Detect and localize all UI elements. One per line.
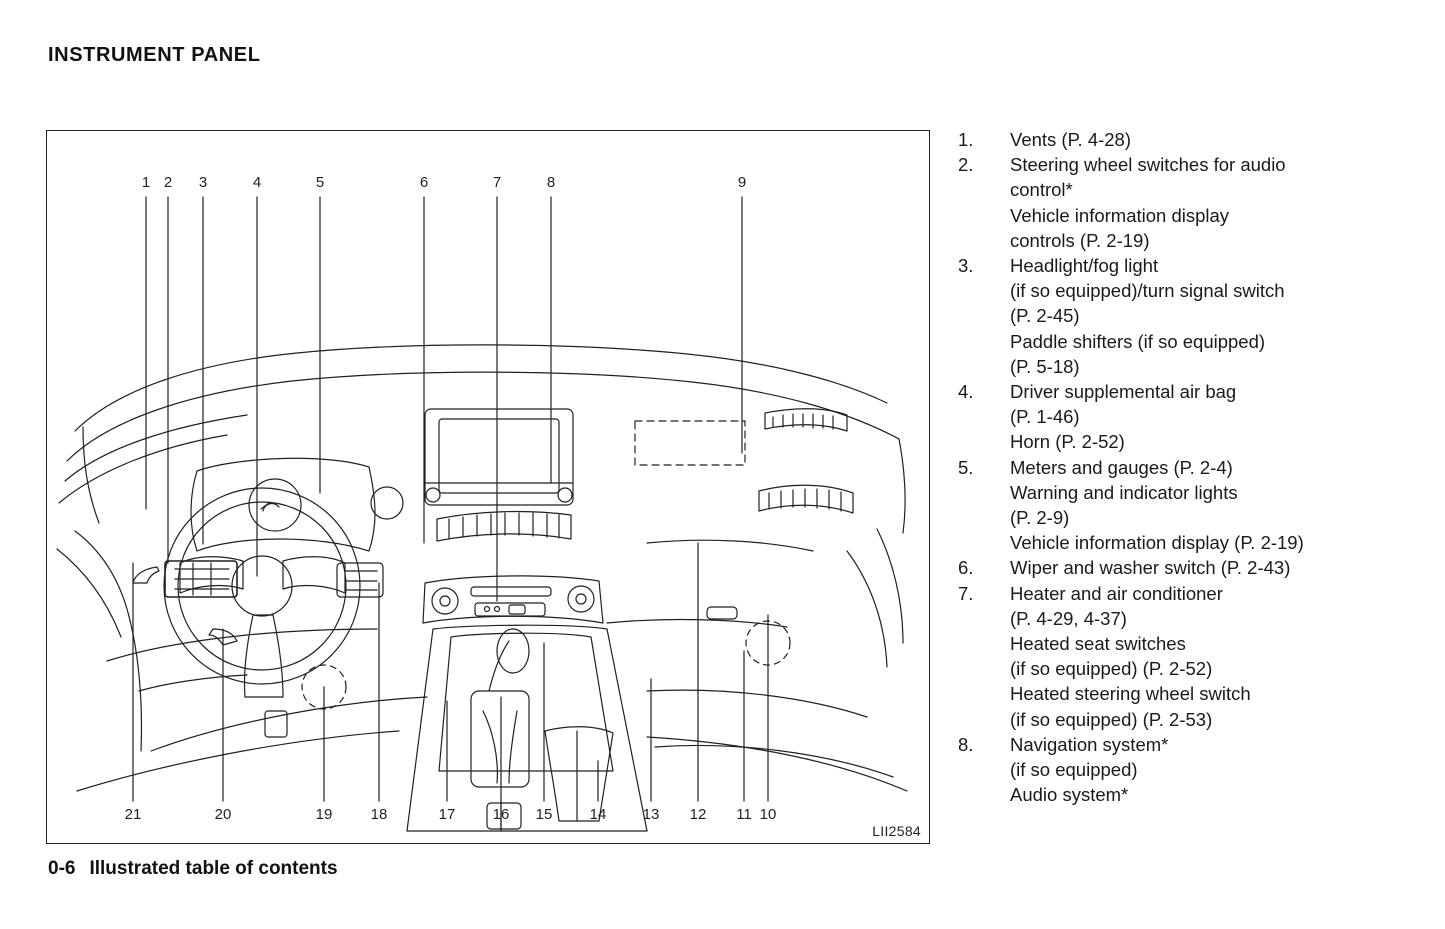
legend-line: Heated seat switches	[1010, 633, 1186, 655]
legend-number: 6.	[958, 557, 974, 579]
page-number: 0-6	[48, 858, 76, 879]
legend-text	[1010, 732, 1408, 808]
legend-line: control*	[1010, 179, 1073, 201]
legend-line: Paddle shifters (if so equipped)	[1010, 330, 1266, 352]
svg-text:2: 2	[163, 174, 173, 191]
legend-text	[1010, 253, 1408, 379]
legend-line: Warning and indicator lights	[1010, 481, 1238, 503]
page-title: INSTRUMENT PANEL	[48, 44, 261, 66]
legend-line: Audio system*	[1010, 784, 1129, 806]
svg-text:6: 6	[419, 174, 429, 191]
legend-list	[958, 127, 1408, 807]
svg-text:3: 3	[198, 174, 208, 191]
legend-line: Vehicle information display (P. 2-19)	[1010, 532, 1304, 554]
list-item	[958, 455, 1408, 556]
legend-number: 7.	[958, 582, 974, 604]
list-item	[958, 127, 1408, 152]
list-item	[958, 555, 1408, 580]
legend-line: Meters and gauges (P. 2-4)	[1010, 456, 1233, 478]
legend-number: 1.	[958, 129, 974, 150]
list-item	[958, 732, 1408, 808]
svg-text:9: 9	[737, 174, 747, 191]
legend-line: (if so equipped)/turn signal switch	[1010, 280, 1285, 302]
svg-text:4: 4	[252, 174, 262, 191]
svg-text:13: 13	[642, 806, 660, 823]
legend-line: Heated steering wheel switch	[1010, 683, 1251, 705]
legend-line: Wiper and washer switch (P. 2-43)	[1010, 557, 1291, 579]
figure-code: LII2584	[872, 823, 921, 839]
svg-text:21: 21	[124, 806, 142, 823]
legend-line: Steering wheel switches for audio	[1010, 154, 1286, 176]
legend-text	[1010, 581, 1408, 732]
footer-label: Illustrated table of contents	[89, 858, 338, 879]
svg-text:12: 12	[689, 806, 707, 823]
svg-text:15: 15	[535, 806, 553, 823]
instrument-panel-illustration	[47, 131, 929, 843]
legend-text	[1010, 455, 1408, 556]
legend-number: 2.	[958, 154, 974, 176]
svg-text:16: 16	[492, 806, 510, 823]
svg-text:7: 7	[492, 174, 502, 191]
legend-text	[1010, 127, 1408, 152]
svg-text:11: 11	[736, 806, 752, 823]
legend-text	[1010, 152, 1408, 253]
legend-line: Heater and air conditioner	[1010, 582, 1223, 604]
legend-line: (if so equipped) (P. 2-52)	[1010, 658, 1213, 680]
list-item	[958, 581, 1408, 732]
page-footer	[48, 858, 338, 880]
legend-line: (if so equipped) (P. 2-53)	[1010, 708, 1213, 730]
svg-text:14: 14	[589, 806, 607, 823]
legend-line: (P. 5-18)	[1010, 355, 1080, 377]
legend-line: (if so equipped)	[1010, 759, 1138, 781]
list-item	[958, 253, 1408, 379]
svg-text:20: 20	[214, 806, 232, 823]
instrument-panel-figure	[46, 130, 930, 844]
legend-line: controls (P. 2-19)	[1010, 229, 1150, 251]
svg-text:10: 10	[759, 806, 777, 823]
svg-text:19: 19	[315, 806, 333, 823]
legend-number: 4.	[958, 381, 974, 403]
list-item	[958, 379, 1408, 455]
svg-text:17: 17	[438, 806, 456, 823]
legend-line: Headlight/fog light	[1010, 255, 1159, 277]
legend-line: (P. 2-9)	[1010, 507, 1070, 529]
legend-number: 5.	[958, 456, 974, 478]
legend-line: Horn (P. 2-52)	[1010, 431, 1125, 453]
legend-line: Navigation system*	[1010, 733, 1169, 755]
legend-line: (P. 1-46)	[1010, 406, 1080, 428]
legend-line: Vents (P. 4-28)	[1010, 129, 1132, 150]
svg-text:8: 8	[546, 174, 556, 191]
legend-text	[1010, 379, 1408, 455]
svg-text:5: 5	[315, 174, 325, 191]
legend-line: (P. 4-29, 4-37)	[1010, 607, 1127, 629]
list-item	[958, 152, 1408, 253]
legend-number: 3.	[958, 255, 974, 277]
legend-text	[1010, 555, 1408, 580]
svg-text:1: 1	[141, 174, 151, 191]
legend-line: Driver supplemental air bag	[1010, 381, 1237, 403]
legend-number: 8.	[958, 733, 974, 755]
legend-line: Vehicle information display	[1010, 204, 1230, 226]
svg-text:18: 18	[370, 806, 388, 823]
legend-line: (P. 2-45)	[1010, 305, 1080, 327]
